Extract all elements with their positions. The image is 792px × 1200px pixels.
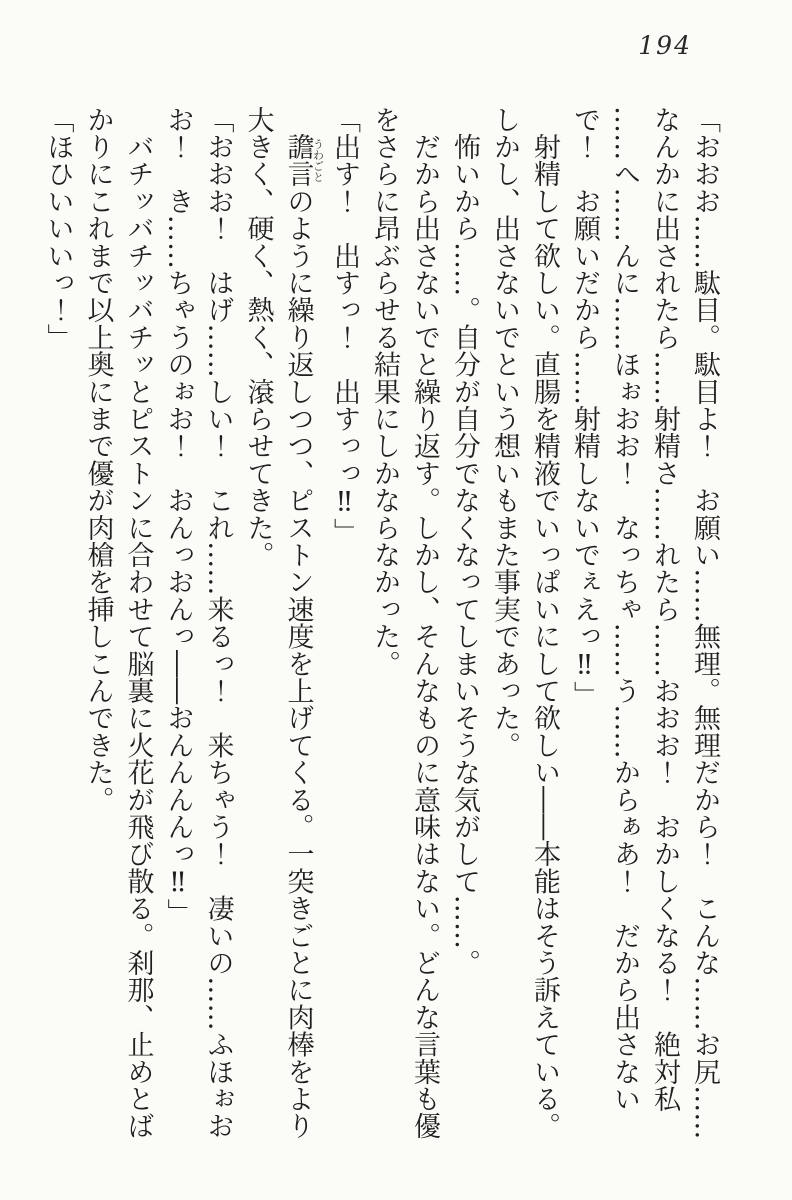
text-line-3: ……へ……んに……ほぉおお！ なっちゃ……う……からぁあ！ だから出さない [609, 106, 640, 1113]
text-line-11: 譫言うわごとのように繰り返しつつ、ピストン速度を上げてくる。一突きごとに肉棒をより [282, 133, 325, 1140]
text-line-2: なんかに出されたら……射精さ……れたら……おおお！ おかしくなる！ 絶対私 [649, 106, 680, 1113]
text-line-15: バチッバチッバチッとピストンに合わせて脳裏に火花が飛び散る。刹那、止めとば [122, 106, 154, 1140]
text-line-8: だから出さないでと繰り返す。しかし、そんなものに意味はない。どんな言葉も優 [409, 106, 440, 1140]
text-line-16: かりにこれまで以上奥にまで優が肉槍を挿しこんできた。 [82, 106, 114, 814]
text-line-5: 射精して欲しい。直腸を精液でいっぱいにして欲しい――本能はそう訴えている。 [529, 106, 560, 1140]
text-line-6: しかし、出さないでという想いもまた事実であった。 [489, 106, 520, 759]
furigana-ruby: 譫言うわごと [282, 133, 325, 188]
text-line-4: で！ お願いだから……射精しないでぇえっ‼」 [569, 106, 600, 709]
text-line-13: 「おおお！ はげ……しい！ これ……来るっ！ 来ちゃう！ 凄いの……ふほぉお [202, 106, 234, 1140]
page-number: 194 [638, 31, 692, 60]
text-line-17: 「ほひいいいっ！」 [42, 106, 74, 351]
text-line-10: 「出す！ 出すっ！ 出すっっ‼」 [329, 106, 360, 546]
text-line-1: 「おおお……駄目。駄目よ！ お願い……無理。無理だから！ こんな……お尻…… [689, 106, 720, 1140]
text-line-7: 怖いから……。自分が自分でなくなってしまいそうな気がして……。 [449, 106, 480, 977]
text-line-14: お！ き……ちゃうのぉお！ おんっおんっ――おんんんんっ‼」 [162, 106, 194, 926]
text-line-9: をさらに昂ぶらせる結果にしかならなかった。 [369, 106, 400, 678]
text-line-12: 大きく、硬く、熱く、滾らせてきた。 [242, 106, 274, 569]
body-text [38, 106, 725, 1146]
